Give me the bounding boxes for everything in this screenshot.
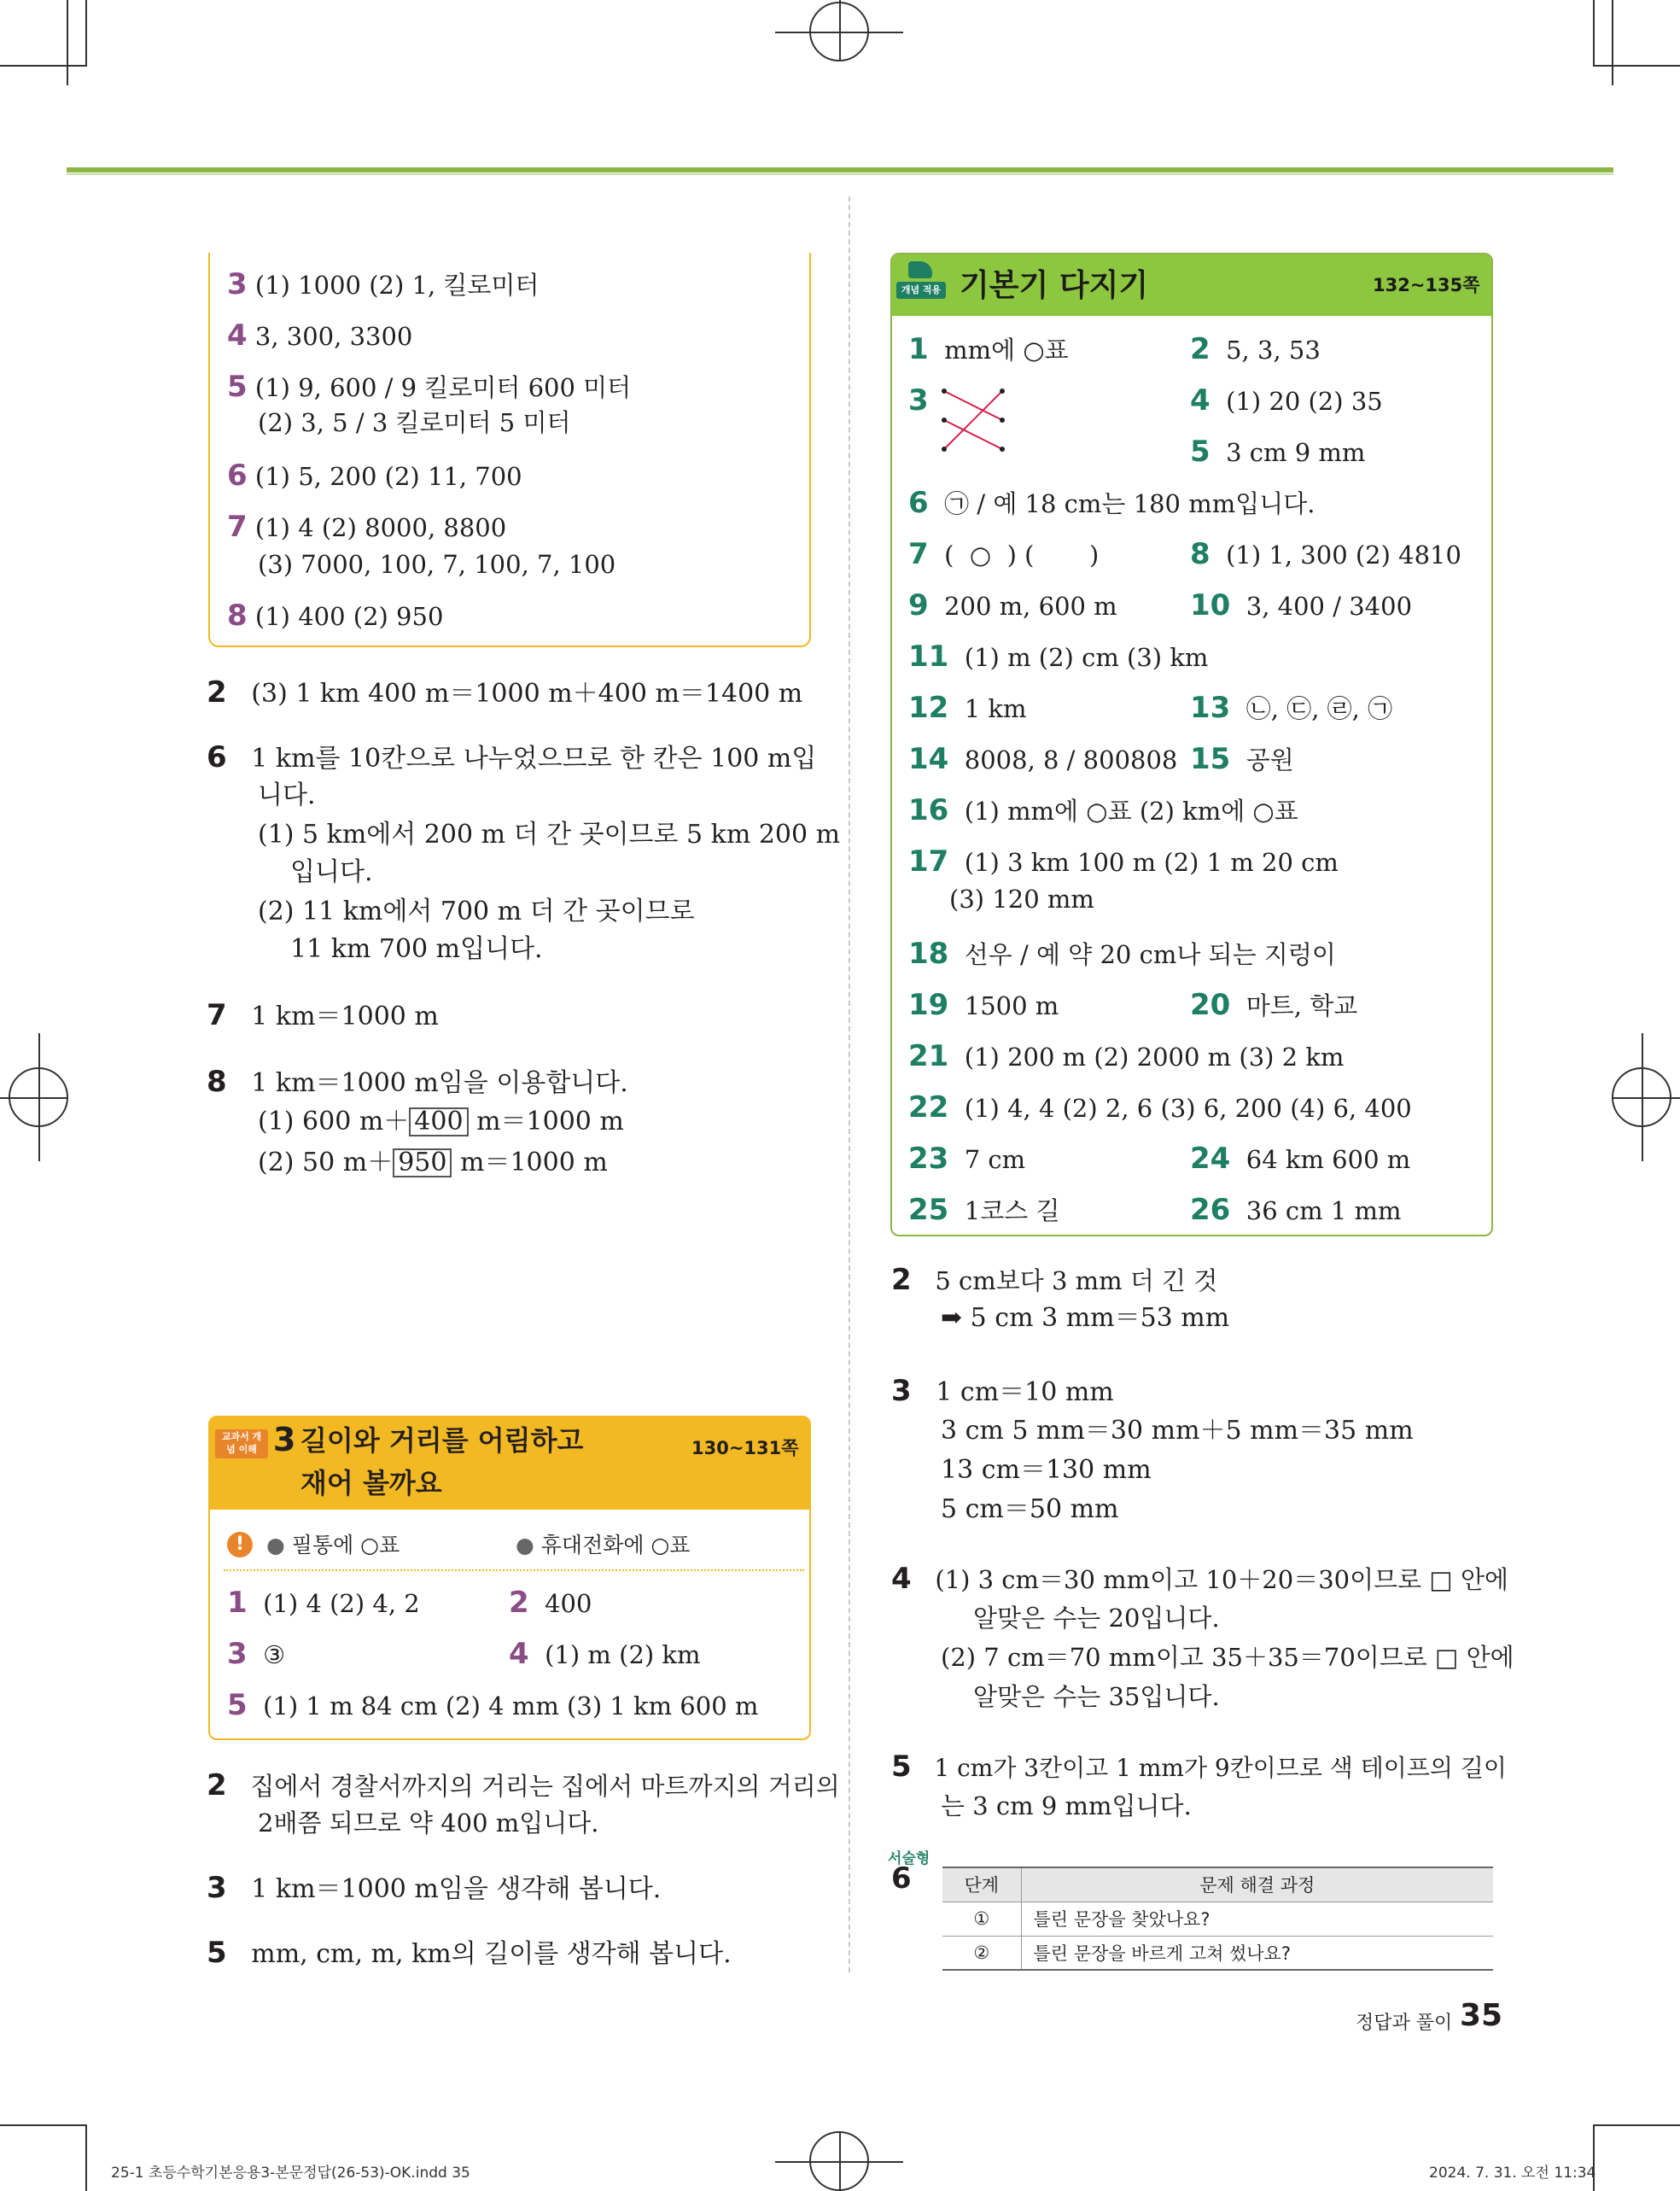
registration-mark bbox=[38, 1033, 40, 1161]
answer-row: 7 ( ○ ) ( ) bbox=[908, 537, 1100, 571]
answer-row: 15 공원 bbox=[1190, 742, 1294, 776]
pencil-icon bbox=[908, 261, 932, 278]
section-title: 재어 볼까요 bbox=[300, 1467, 442, 1499]
answer-row: 23 7 cm bbox=[908, 1142, 1026, 1176]
registration-mark bbox=[1642, 1033, 1643, 1161]
registration-mark bbox=[839, 0, 841, 60]
answer-row: 26 36 cm 1 mm bbox=[1190, 1193, 1402, 1227]
item-number: 8 bbox=[227, 599, 248, 633]
answer-row: 19 1500 m bbox=[908, 988, 1059, 1022]
dotted-divider bbox=[224, 1569, 804, 1571]
explanation-row: 2 (3) 1 km 400 m＝1000 m＋400 m＝1400 m bbox=[207, 675, 803, 710]
answer-row: 1 mm에 ○표 bbox=[908, 332, 1069, 366]
header-rule bbox=[67, 173, 1613, 175]
crop-mark bbox=[0, 65, 85, 67]
item-number: 6 bbox=[227, 459, 248, 493]
page-range: 130~131쪽 bbox=[691, 1438, 799, 1458]
explanation-row: (2) 50 m＋ 950 m＝1000 m bbox=[258, 1148, 608, 1177]
crop-mark bbox=[67, 0, 68, 85]
descriptive-label: 서술형 bbox=[888, 1850, 930, 1867]
explanation-row: 3 1 cm＝10 mm bbox=[891, 1374, 1114, 1408]
explanation-row: 니다. bbox=[258, 780, 316, 810]
answer-box-previous bbox=[208, 253, 811, 647]
concept-badge: 교과서 개념 이해 bbox=[215, 1429, 268, 1458]
explanation-row: (2) 11 km에서 700 m 더 간 곳이므로 bbox=[258, 897, 695, 926]
page-range: 132~135쪽 bbox=[1373, 275, 1480, 295]
explanation-row: 11 km 700 m입니다. bbox=[290, 934, 543, 964]
answer-row: 7 (1) 4 (2) 8000, 8800 bbox=[227, 510, 507, 544]
registration-mark bbox=[839, 2131, 841, 2191]
item-number: 4 bbox=[227, 318, 248, 353]
crop-mark bbox=[85, 0, 87, 67]
section-title: 기본기 다지기 bbox=[960, 268, 1149, 303]
explanation-row: 5 1 cm가 3칸이고 1 mm가 9칸이므로 색 테이프의 길이 bbox=[891, 1750, 1507, 1784]
crop-mark bbox=[0, 2124, 85, 2126]
explanation-row: 는 3 cm 9 mm입니다. bbox=[941, 1791, 1192, 1820]
explanation-row: 2배쯤 되므로 약 400 m입니다. bbox=[258, 1808, 599, 1838]
explanation-row: 입니다. bbox=[290, 857, 373, 887]
section-title: 길이와 거리를 어림하고 bbox=[300, 1424, 584, 1457]
print-date: 2024. 7. 31. 오전 11:34 bbox=[1429, 2165, 1596, 2182]
answer-row: 4 3, 300, 3300 bbox=[227, 318, 413, 353]
explanation-row: 알맞은 수는 35입니다. bbox=[973, 1682, 1220, 1711]
column-divider bbox=[849, 196, 850, 1972]
section-number: 3 bbox=[273, 1421, 296, 1458]
explanation-row: 5 mm, cm, m, km의 길이를 생각해 봅니다. bbox=[207, 1936, 732, 1970]
answer-row: (3) 120 mm bbox=[949, 885, 1094, 914]
crop-mark bbox=[1612, 0, 1613, 85]
explanation-row: 5 cm＝50 mm bbox=[941, 1494, 1119, 1524]
explanation-row: (1) 600 m＋ 400 m＝1000 m bbox=[258, 1107, 624, 1136]
concept-badge: 개념 적용 bbox=[896, 282, 946, 299]
answer-row: 3 ③ bbox=[227, 1637, 286, 1671]
answer-row: 3 bbox=[908, 383, 929, 418]
exclamation-icon: ! bbox=[227, 1532, 253, 1557]
answer-row: 14 8008, 8 / 800808 bbox=[908, 742, 1178, 776]
answer-row: 24 64 km 600 m bbox=[1190, 1142, 1411, 1176]
answer-row: 5 (1) 1 m 84 cm (2) 4 mm (3) 1 km 600 m bbox=[227, 1688, 759, 1722]
item-number: 5 bbox=[227, 370, 248, 404]
file-info: 25-1 초등수학기본응용3-본문정답(26-53)-OK.indd 35 bbox=[111, 2165, 470, 2182]
bullet-item: ● 휴대전화에 ○표 bbox=[516, 1533, 691, 1557]
answer-row: 2 400 bbox=[509, 1586, 592, 1620]
answer-row: 18 선우 / 예 약 20 cm나 되는 지렁이 bbox=[908, 937, 1336, 971]
answer-row: 20 마트, 학교 bbox=[1190, 988, 1358, 1022]
answer-row: 5 3 cm 9 mm bbox=[1190, 435, 1366, 469]
answer-row: 12 1 km bbox=[908, 691, 1027, 725]
explanation-row: 7 1 km＝1000 m bbox=[207, 998, 439, 1032]
scoring-table: 단계 문제 해결 과정 ① 틀린 문장을 찾았나요? ② 틀린 문장을 바르게 고쳐 썼나요? bbox=[942, 1867, 1493, 1971]
answer-row: 10 3, 400 / 3400 bbox=[1190, 588, 1413, 622]
crop-mark bbox=[1595, 2124, 1680, 2126]
answer-row: 17 (1) 3 km 100 m (2) 1 m 20 cm bbox=[908, 844, 1339, 879]
answer-row: (2) 3, 5 / 3 킬로미터 5 미터 bbox=[258, 408, 571, 437]
page-number: 35 bbox=[1460, 1998, 1503, 2033]
answer-row: 21 (1) 200 m (2) 2000 m (3) 2 km bbox=[908, 1039, 1345, 1073]
answer-row: 13 ㉡, ㉢, ㉣, ㉠ bbox=[1190, 691, 1393, 725]
explanation-row: (1) 5 km에서 200 m 더 간 곳이므로 5 km 200 m bbox=[258, 820, 841, 850]
answer-row: 6 (1) 5, 200 (2) 11, 700 bbox=[227, 459, 522, 493]
table-row: ① 틀린 문장을 찾았나요? bbox=[942, 1902, 1493, 1936]
answer-row: 22 (1) 4, 4 (2) 2, 6 (3) 6, 200 (4) 6, 400 bbox=[908, 1090, 1412, 1125]
explanation-row: (2) 7 cm＝70 mm이고 35＋35＝70이므로 □ 안에 bbox=[941, 1643, 1514, 1672]
crop-mark bbox=[1595, 65, 1680, 67]
explanation-row: 8 1 km＝1000 m임을 이용합니다. bbox=[207, 1065, 628, 1099]
registration-mark bbox=[1612, 1097, 1680, 1099]
table-row: ② 틀린 문장을 바르게 고쳐 썼나요? bbox=[942, 1936, 1493, 1970]
answer-row: 9 200 m, 600 m bbox=[908, 588, 1117, 622]
explanation-row: 3 1 km＝1000 m임을 생각해 봅니다. bbox=[207, 1871, 662, 1905]
answer-row: 16 (1) mm에 ○표 (2) km에 ○표 bbox=[908, 793, 1298, 827]
registration-mark bbox=[0, 1097, 68, 1099]
answer-row: 1 (1) 4 (2) 4, 2 bbox=[227, 1586, 420, 1620]
answer-row: 5 (1) 9, 600 / 9 킬로미터 600 미터 bbox=[227, 370, 632, 404]
explanation-row: 알맞은 수는 20입니다. bbox=[973, 1604, 1220, 1633]
answer-row: 11 (1) m (2) cm (3) km bbox=[908, 640, 1209, 674]
item-number: 6 bbox=[891, 1861, 912, 1896]
answer-row: 4 (1) 20 (2) 35 bbox=[1190, 383, 1383, 418]
item-number: 7 bbox=[227, 510, 248, 544]
answer-box: 400 bbox=[409, 1107, 468, 1136]
matching-lines-figure bbox=[939, 386, 1007, 454]
answer-box: 950 bbox=[393, 1148, 452, 1177]
crop-mark bbox=[85, 2124, 87, 2191]
item-number: 3 bbox=[227, 267, 248, 301]
answer-row: 8 (1) 1, 300 (2) 4810 bbox=[1190, 537, 1461, 571]
answer-row: 6 ㉠ / 예 18 cm는 180 mm입니다. bbox=[908, 486, 1315, 520]
answer-row: 2 5, 3, 53 bbox=[1190, 332, 1321, 366]
footer-label: 정답과 풀이 bbox=[1356, 2013, 1453, 2034]
explanation-row: 2 5 cm보다 3 mm 더 긴 것 bbox=[891, 1263, 1218, 1297]
answer-row: 25 1코스 길 bbox=[908, 1193, 1060, 1227]
answer-row: 3 (1) 1000 (2) 1, 킬로미터 bbox=[227, 267, 540, 301]
crop-mark bbox=[1593, 0, 1595, 67]
explanation-row: 6 1 km를 10칸으로 나누었으므로 한 칸은 100 m입 bbox=[207, 740, 817, 774]
explanation-row: 2 집에서 경찰서까지의 거리는 집에서 마트까지의 거리의 bbox=[207, 1768, 840, 1802]
explanation-row: 13 cm＝130 mm bbox=[941, 1455, 1152, 1485]
answer-row: 8 (1) 400 (2) 950 bbox=[227, 599, 444, 633]
bullet-item: ● 필통에 ○표 bbox=[266, 1533, 400, 1557]
header-rule bbox=[67, 167, 1613, 172]
answer-row: 4 (1) m (2) km bbox=[509, 1637, 701, 1671]
explanation-row: 4 (1) 3 cm＝30 mm이고 10＋20＝30이므로 □ 안에 bbox=[891, 1562, 1509, 1596]
explanation-row: 3 cm 5 mm＝30 mm＋5 mm＝35 mm bbox=[941, 1416, 1414, 1446]
answer-row: (3) 7000, 100, 7, 100, 7, 100 bbox=[258, 550, 616, 579]
explanation-row: ➡ 5 cm 3 mm＝53 mm bbox=[941, 1303, 1230, 1333]
